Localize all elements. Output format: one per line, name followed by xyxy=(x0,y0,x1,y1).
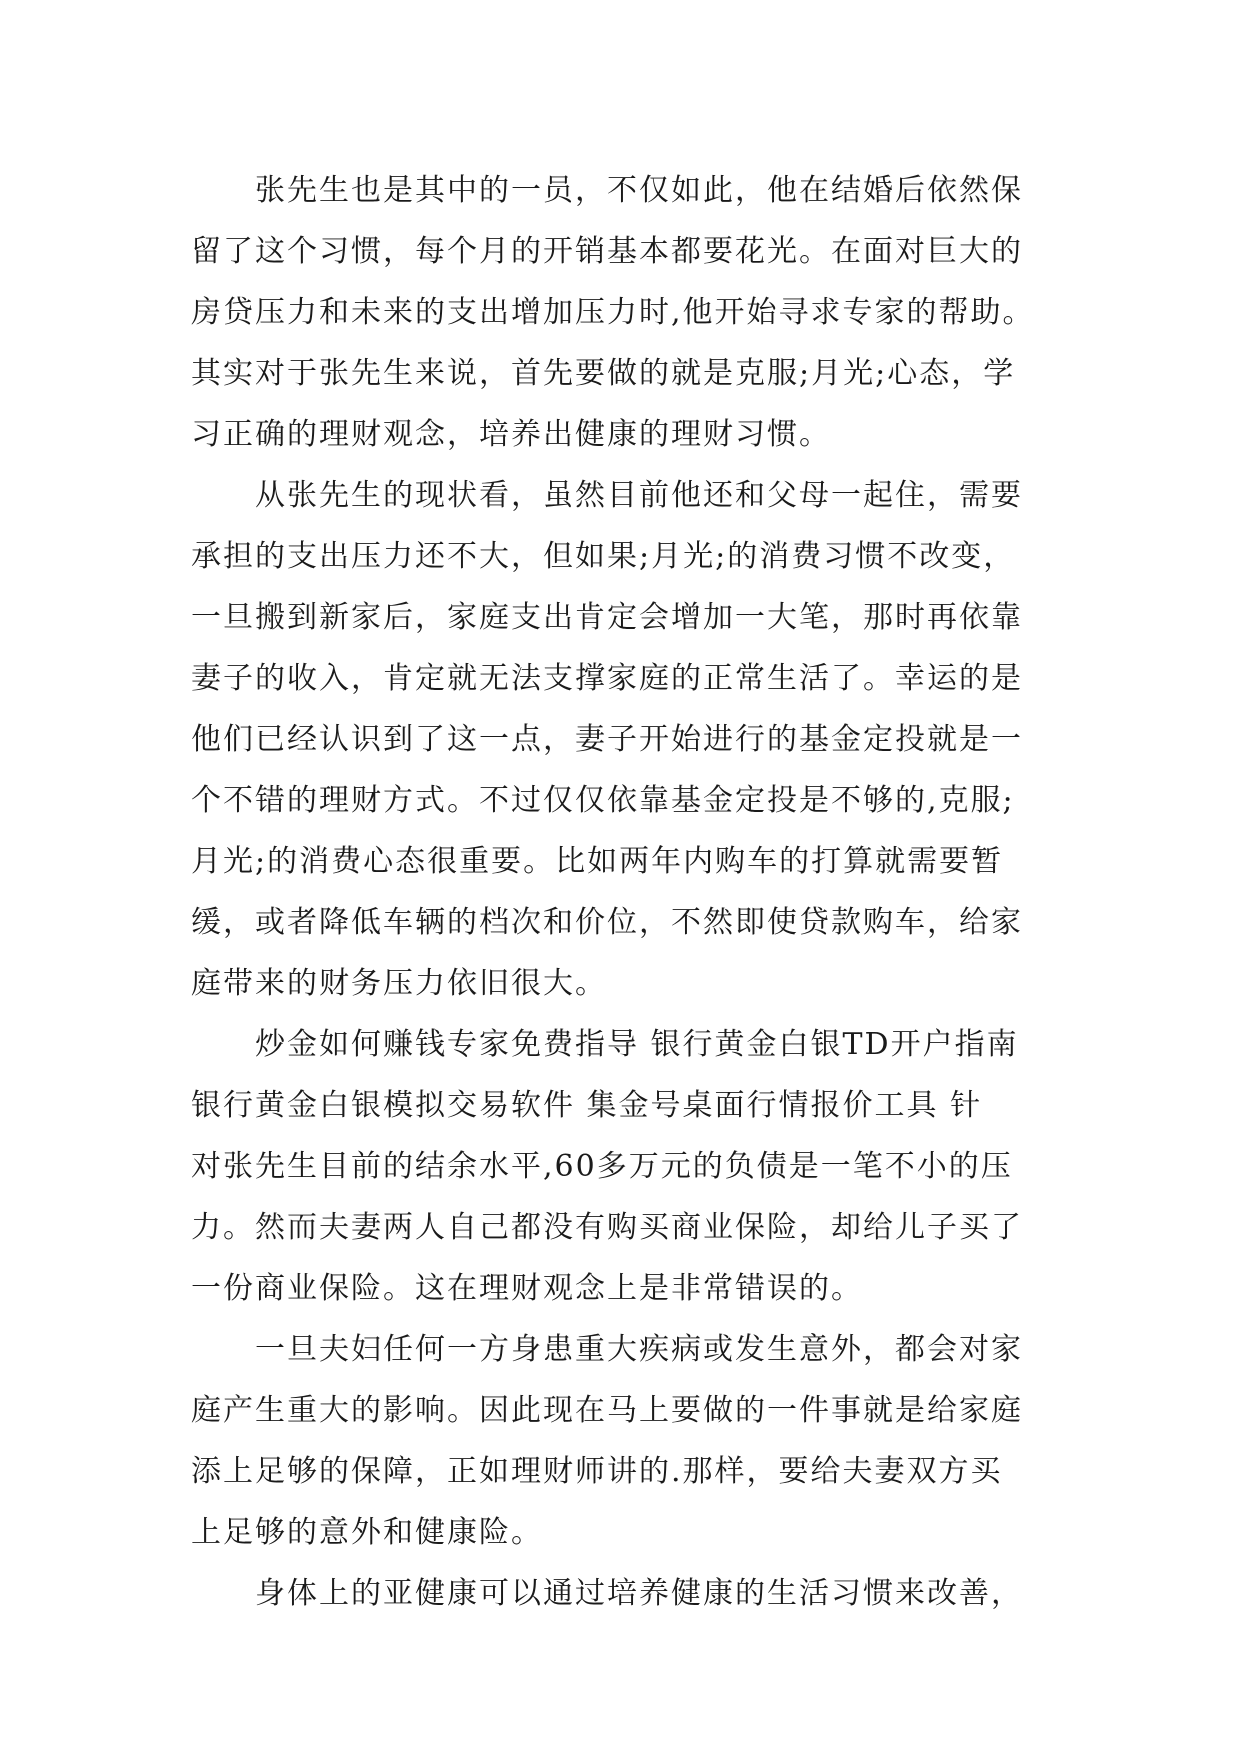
text-line: 庭产生重大的影响。因此现在马上要做的一件事就是给家庭 xyxy=(191,1393,1023,1428)
text-line: 承担的支出压力还不大，但如果;月光;的消费习惯不改变， xyxy=(191,539,1016,574)
text-line: 一旦夫妇任何一方身患重大疾病或发生意外，都会对家 xyxy=(255,1332,1023,1367)
text-line: 留了这个习惯，每个月的开销基本都要花光。在面对巨大的 xyxy=(191,234,1023,269)
text-line: 力。然而夫妻两人自己都没有购买商业保险，却给儿子买了 xyxy=(191,1210,1023,1245)
text-line: 庭带来的财务压力依旧很大。 xyxy=(191,966,607,1001)
text-line: 妻子的收入，肯定就无法支撑家庭的正常生活了。幸运的是 xyxy=(191,661,1023,696)
text-line: 张先生也是其中的一员，不仅如此，他在结婚后依然保 xyxy=(255,173,1023,208)
text-line: 添上足够的保障，正如理财师讲的.那样，要给夫妻双方买 xyxy=(191,1454,1003,1489)
text-line: 缓，或者降低车辆的档次和价位，不然即使贷款购车，给家 xyxy=(191,905,1023,940)
paragraph-1 xyxy=(191,160,1071,465)
text-line: 一旦搬到新家后，家庭支出肯定会增加一大笔，那时再依靠 xyxy=(191,600,1023,635)
paragraph-2 xyxy=(191,465,1071,1014)
paragraph-5 xyxy=(191,1563,1071,1624)
paragraph-3 xyxy=(191,1014,1071,1319)
text-line: 一份商业保险。这在理财观念上是非常错误的。 xyxy=(191,1271,863,1306)
paragraph-4 xyxy=(191,1319,1071,1563)
text-line: 房贷压力和未来的支出增加压力时,他开始寻求专家的帮助。 xyxy=(191,295,1035,330)
text-line: 他们已经认识到了这一点，妻子开始进行的基金定投就是一 xyxy=(191,722,1023,757)
text-line: 其实对于张先生来说，首先要做的就是克服;月光;心态，学 xyxy=(191,356,1016,391)
text-line: 炒金如何赚钱专家免费指导 银行黄金白银TD开户指南 xyxy=(255,1027,1019,1062)
document-body xyxy=(191,160,1071,1624)
text-line: 上足够的意外和健康险。 xyxy=(191,1515,543,1550)
text-line: 对张先生目前的结余水平,60多万元的负债是一笔不小的压 xyxy=(191,1149,1013,1184)
text-line: 个不错的理财方式。不过仅仅依靠基金定投是不够的,克服; xyxy=(191,783,1015,818)
text-line: 身体上的亚健康可以通过培养健康的生活习惯来改善， xyxy=(255,1576,1023,1611)
text-line: 月光;的消费心态很重要。比如两年内购车的打算就需要暂 xyxy=(191,844,1004,879)
text-line: 习正确的理财观念，培养出健康的理财习惯。 xyxy=(191,417,831,452)
text-line: 从张先生的现状看，虽然目前他还和父母一起住，需要 xyxy=(255,478,1023,513)
text-line: 银行黄金白银模拟交易软件 集金号桌面行情报价工具 针 xyxy=(191,1088,983,1123)
